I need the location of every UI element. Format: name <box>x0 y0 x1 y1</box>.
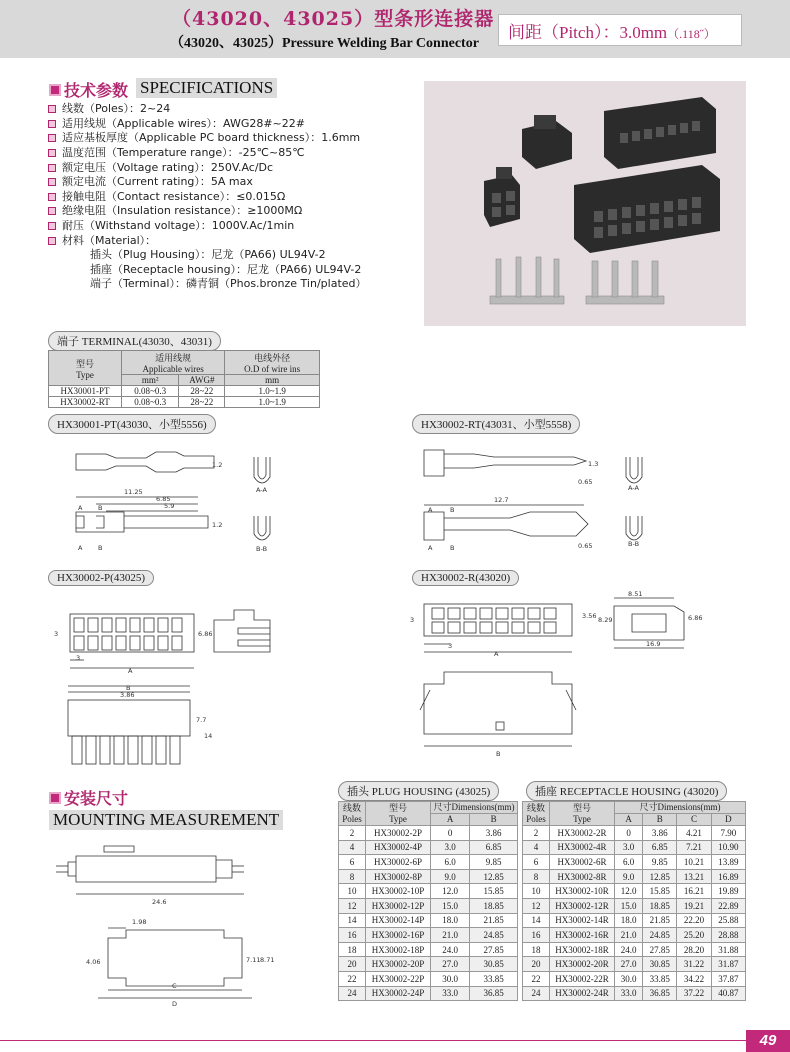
table-cell: 16 <box>523 928 550 943</box>
table-row <box>523 986 746 1001</box>
svg-text:0.65: 0.65 <box>578 478 593 486</box>
svg-text:7.7: 7.7 <box>196 716 207 724</box>
drawing-label-pt: HX30001-PT(43030、小型5556) <box>48 414 216 434</box>
table-row <box>339 913 518 928</box>
table-cell: 8 <box>523 869 550 884</box>
table-cell: HX30002-6P <box>366 855 431 870</box>
table-cell: 33.85 <box>643 971 677 986</box>
table-cell: 18.85 <box>643 898 677 913</box>
table-cell: 18.85 <box>470 898 518 913</box>
spec-item: 温度范围（Temperature range）：-25℃~85℃ <box>48 146 367 161</box>
svg-text:A: A <box>78 544 83 552</box>
receptacle-dimension-table <box>522 801 746 1001</box>
table-cell: 27.0 <box>431 957 470 972</box>
table-cell: 2 <box>523 826 550 841</box>
table-cell: 7.90 <box>711 826 745 841</box>
th-b: B <box>470 814 518 826</box>
spec-item: 额定电流（Current rating）：5A max <box>48 175 367 190</box>
svg-text:6.86: 6.86 <box>198 630 213 638</box>
table-cell: 15.85 <box>470 884 518 899</box>
plug-table-label: 插头 PLUG HOUSING (43025) <box>338 781 499 801</box>
svg-text:3.56: 3.56 <box>582 612 597 620</box>
svg-text:A-A: A-A <box>256 486 267 494</box>
mounting-drawing <box>48 838 288 1008</box>
svg-text:16.9: 16.9 <box>646 640 661 648</box>
table-row <box>523 928 746 943</box>
svg-text:3: 3 <box>54 630 59 638</box>
table-cell: 2 <box>339 826 366 841</box>
specs-heading-cn: 技术参数 <box>64 81 129 100</box>
svg-text:3: 3 <box>410 616 415 624</box>
section-marker-icon <box>49 792 61 804</box>
svg-text:C: C <box>172 982 177 990</box>
svg-text:0.65: 0.65 <box>578 542 593 550</box>
spec-item: 适应基板厚度（Applicable PC board thickness）：1.6mm <box>48 131 367 146</box>
table-row <box>339 986 518 1001</box>
table-row: HX30002-RT 0.08~0.3 28~22 1.0~1.9 <box>49 397 320 408</box>
svg-text:3.86: 3.86 <box>120 691 135 699</box>
svg-text:6.86: 6.86 <box>688 614 703 622</box>
svg-text:3: 3 <box>448 642 453 650</box>
table-cell: HX30002-14R <box>550 913 615 928</box>
bullet-icon <box>48 120 56 128</box>
spec-item: 绝缘电阻（Insulation resistance）：≥1000MΩ <box>48 204 367 219</box>
table-cell: 6 <box>339 855 366 870</box>
table-cell: 33.0 <box>431 986 470 1001</box>
table-cell: 6.0 <box>431 855 470 870</box>
th-poles: 线数 Poles <box>339 802 366 826</box>
svg-text:B: B <box>450 544 455 552</box>
table-cell: HX30002-6R <box>550 855 615 870</box>
table-cell: 12 <box>339 898 366 913</box>
svg-text:B-B: B-B <box>256 545 268 553</box>
th-dimensions: 尺寸Dimensions(mm) <box>431 802 518 814</box>
table-cell: 15.0 <box>431 898 470 913</box>
svg-text:B: B <box>98 504 103 512</box>
th-a: A <box>431 814 470 826</box>
table-cell: 13.89 <box>711 855 745 870</box>
table-cell: 3.86 <box>643 826 677 841</box>
table-cell: 0 <box>615 826 643 841</box>
svg-text:4.06: 4.06 <box>86 958 101 966</box>
th-dimensions: 尺寸Dimensions(mm) <box>615 802 746 814</box>
svg-text:A: A <box>78 504 83 512</box>
table-cell: 6.0 <box>615 855 643 870</box>
table-cell: HX30002-22R <box>550 971 615 986</box>
table-cell: HX30002-24R <box>550 986 615 1001</box>
table-cell: HX30002-2P <box>366 826 431 841</box>
mount-heading-cn: 安装尺寸 <box>64 789 129 808</box>
table-cell: 10.21 <box>677 855 711 870</box>
table-cell: 10.90 <box>711 840 745 855</box>
table-cell: 36.85 <box>470 986 518 1001</box>
spec-item: 接触电阻（Contact resistance）：≤0.015Ω <box>48 190 367 205</box>
bullet-icon <box>48 178 56 186</box>
table-cell: 6.85 <box>643 840 677 855</box>
table-cell: 21.85 <box>470 913 518 928</box>
table-row <box>339 957 518 972</box>
technical-drawings <box>0 430 790 775</box>
table-cell: 15.0 <box>615 898 643 913</box>
svg-text:24.6: 24.6 <box>152 898 167 906</box>
svg-text:A: A <box>428 544 433 552</box>
table-cell: 18 <box>339 942 366 957</box>
table-cell: HX30002-12R <box>550 898 615 913</box>
table-cell: HX30002-10R <box>550 884 615 899</box>
table-cell: 30.85 <box>470 957 518 972</box>
svg-text:14: 14 <box>204 732 213 740</box>
terminal-table <box>48 350 320 408</box>
table-cell: 24 <box>523 986 550 1001</box>
table-cell: 14 <box>339 913 366 928</box>
table-cell: 4 <box>339 840 366 855</box>
table-row <box>523 884 746 899</box>
table-cell: 10 <box>339 884 366 899</box>
table-cell: 12.0 <box>431 884 470 899</box>
table-cell: 30.85 <box>643 957 677 972</box>
svg-text:8.71: 8.71 <box>260 956 275 964</box>
th-b: B <box>643 814 677 826</box>
th-wire: 适用线规 Applicable wires <box>122 351 225 375</box>
table-cell: 12.0 <box>615 884 643 899</box>
svg-text:1.2: 1.2 <box>212 461 223 469</box>
th-od: 电线外径 O.D of wire ins <box>225 351 320 375</box>
svg-text:A-A: A-A <box>628 484 639 492</box>
svg-text:1.2: 1.2 <box>212 521 223 529</box>
svg-text:B-B: B-B <box>628 540 640 548</box>
table-cell: 28.20 <box>677 942 711 957</box>
table-cell: 22.20 <box>677 913 711 928</box>
table-cell: 12.85 <box>643 869 677 884</box>
table-cell: 18.0 <box>431 913 470 928</box>
table-row: HX30001-PT 0.08~0.3 28~22 1.0~1.9 <box>49 386 320 397</box>
table-cell: 30.0 <box>431 971 470 986</box>
svg-text:1.98: 1.98 <box>132 918 147 926</box>
th-d: D <box>711 814 745 826</box>
table-cell: 10 <box>523 884 550 899</box>
table-cell: HX30002-22P <box>366 971 431 986</box>
table-cell: HX30002-8R <box>550 869 615 884</box>
table-row <box>523 898 746 913</box>
table-cell: 37.87 <box>711 971 745 986</box>
table-row <box>523 869 746 884</box>
svg-text:6.85: 6.85 <box>156 495 171 503</box>
table-row <box>339 898 518 913</box>
product-photo <box>424 81 746 326</box>
page-title-en: （43020、43025）Pressure Welding Bar Connector <box>170 36 479 51</box>
bullet-icon <box>48 149 56 157</box>
table-cell: 19.21 <box>677 898 711 913</box>
table-row <box>523 826 746 841</box>
table-cell: 22 <box>523 971 550 986</box>
bullet-icon <box>48 237 56 245</box>
table-cell: 16.89 <box>711 869 745 884</box>
bullet-icon <box>48 193 56 201</box>
table-cell: 7.21 <box>677 840 711 855</box>
table-cell: 9.85 <box>643 855 677 870</box>
table-cell: 27.85 <box>470 942 518 957</box>
material-terminal: 端子（Terminal）：磷青铜（Phos.bronze Tin/plated） <box>90 277 367 291</box>
table-cell: 33.85 <box>470 971 518 986</box>
svg-text:8.51: 8.51 <box>628 590 643 598</box>
table-cell: HX30002-16P <box>366 928 431 943</box>
table-cell: 36.85 <box>643 986 677 1001</box>
table-cell: 20 <box>523 957 550 972</box>
table-cell: 27.0 <box>615 957 643 972</box>
table-row <box>523 957 746 972</box>
table-cell: 20 <box>339 957 366 972</box>
table-cell: HX30002-12P <box>366 898 431 913</box>
drawing-label-rt: HX30002-RT(43031、小型5558) <box>412 414 580 434</box>
th-awg: AWG# <box>179 375 225 386</box>
table-cell: 24.85 <box>470 928 518 943</box>
table-row <box>339 942 518 957</box>
bullet-icon <box>48 207 56 215</box>
svg-text:A: A <box>428 506 433 514</box>
table-cell: 24.0 <box>615 942 643 957</box>
table-cell: 9.0 <box>431 869 470 884</box>
table-cell: 40.87 <box>711 986 745 1001</box>
svg-text:12.7: 12.7 <box>494 496 509 504</box>
table-cell: 8 <box>339 869 366 884</box>
table-cell: HX30002-18R <box>550 942 615 957</box>
th-a: A <box>615 814 643 826</box>
table-cell: 19.89 <box>711 884 745 899</box>
th-mm: mm <box>225 375 320 386</box>
table-cell: HX30002-4P <box>366 840 431 855</box>
svg-text:8.29: 8.29 <box>598 616 613 624</box>
table-cell: 3.0 <box>431 840 470 855</box>
table-cell: 25.20 <box>677 928 711 943</box>
table-cell: 27.85 <box>643 942 677 957</box>
th-c: C <box>677 814 711 826</box>
spec-item: 额定电压（Voltage rating）：250V.Ac/Dc <box>48 160 367 175</box>
table-cell: 34.22 <box>677 971 711 986</box>
bullet-icon <box>48 164 56 172</box>
table-cell: 31.87 <box>711 957 745 972</box>
svg-text:B: B <box>450 506 455 514</box>
table-cell: 18.0 <box>615 913 643 928</box>
material-receptacle: 插座（Receptacle housing）：尼龙（PA66) UL94V-2 <box>90 262 362 276</box>
table-cell: HX30002-20P <box>366 957 431 972</box>
table-row <box>523 913 746 928</box>
table-cell: 13.21 <box>677 869 711 884</box>
table-cell: 31.22 <box>677 957 711 972</box>
mount-heading-en: MOUNTING MEASUREMENT <box>49 810 283 830</box>
footer-line <box>0 1040 746 1041</box>
svg-text:A: A <box>494 650 499 658</box>
pitch-text: 间距（Pitch）：3.0mm（.118˝） <box>508 23 716 42</box>
table-cell: 24.85 <box>643 928 677 943</box>
svg-text:D: D <box>172 1000 178 1008</box>
table-row <box>339 884 518 899</box>
table-cell: 3.0 <box>615 840 643 855</box>
table-cell: HX30002-4R <box>550 840 615 855</box>
product-photo-image <box>424 81 746 326</box>
table-cell: 12.85 <box>470 869 518 884</box>
table-cell: 16.21 <box>677 884 711 899</box>
table-cell: 22.89 <box>711 898 745 913</box>
table-cell: 6 <box>523 855 550 870</box>
table-cell: 30.0 <box>615 971 643 986</box>
spec-item: 耐压（Withstand voltage）：1000V.Ac/1min <box>48 219 367 234</box>
table-cell: 16 <box>339 928 366 943</box>
table-cell: 0 <box>431 826 470 841</box>
table-cell: 4.21 <box>677 826 711 841</box>
table-cell: HX30002-24P <box>366 986 431 1001</box>
spec-item: 材料（Material）： <box>48 233 367 248</box>
bullet-icon <box>48 222 56 230</box>
table-cell: HX30002-14P <box>366 913 431 928</box>
table-cell: HX30002-8P <box>366 869 431 884</box>
receptacle-table-label: 插座 RECEPTACLE HOUSING (43020) <box>526 781 727 801</box>
specs-heading-en: SPECIFICATIONS <box>136 78 277 98</box>
table-cell: 3.86 <box>470 826 518 841</box>
table-row <box>339 855 518 870</box>
table-cell: 18 <box>523 942 550 957</box>
table-cell: HX30002-2R <box>550 826 615 841</box>
table-cell: 14 <box>523 913 550 928</box>
table-cell: 31.88 <box>711 942 745 957</box>
table-cell: 9.85 <box>470 855 518 870</box>
table-cell: 28.88 <box>711 928 745 943</box>
table-cell: HX30002-20R <box>550 957 615 972</box>
drawing-label-p: HX30002-P(43025) <box>48 570 154 586</box>
table-cell: 33.0 <box>615 986 643 1001</box>
bullet-icon <box>48 134 56 142</box>
table-cell: 24.0 <box>431 942 470 957</box>
table-cell: 24 <box>339 986 366 1001</box>
table-cell: 6.85 <box>470 840 518 855</box>
svg-text:A: A <box>128 667 133 675</box>
table-row <box>339 928 518 943</box>
spec-list <box>48 102 367 292</box>
th-type: 型号 Type <box>366 802 431 826</box>
svg-text:B: B <box>98 544 103 552</box>
svg-text:1.3: 1.3 <box>588 460 599 468</box>
table-row <box>339 826 518 841</box>
table-cell: 12 <box>523 898 550 913</box>
svg-text:B: B <box>126 684 131 692</box>
th-poles: 线数 Poles <box>523 802 550 826</box>
table-cell: 21.85 <box>643 913 677 928</box>
section-marker-icon <box>49 84 61 96</box>
table-row <box>339 840 518 855</box>
table-row <box>339 971 518 986</box>
table-cell: HX30002-10P <box>366 884 431 899</box>
table-cell: 22 <box>339 971 366 986</box>
th-model: 型号 Type <box>49 351 122 386</box>
plug-dimension-table <box>338 801 518 1001</box>
table-cell: 15.85 <box>643 884 677 899</box>
table-row <box>339 869 518 884</box>
svg-text:7.11: 7.11 <box>246 956 261 964</box>
table-cell: 25.88 <box>711 913 745 928</box>
page-number: 49 <box>746 1030 790 1052</box>
spec-item: 适用线规（Applicable wires）：AWG28#~22# <box>48 117 367 132</box>
material-plug: 插头（Plug Housing）：尼龙（PA66) UL94V-2 <box>90 247 326 261</box>
table-cell: 21.0 <box>615 928 643 943</box>
spec-item: 线数（Poles）：2~24 <box>48 102 367 117</box>
table-row <box>523 971 746 986</box>
terminal-label: 端子 TERMINAL(43030、43031) <box>48 331 221 351</box>
svg-text:5.9: 5.9 <box>164 502 175 510</box>
table-cell: HX30002-18P <box>366 942 431 957</box>
table-row <box>523 942 746 957</box>
table-cell: 37.22 <box>677 986 711 1001</box>
th-type: 型号 Type <box>550 802 615 826</box>
bullet-icon <box>48 105 56 113</box>
th-mm2: mm² <box>122 375 179 386</box>
drawing-label-r: HX30002-R(43020) <box>412 570 519 586</box>
table-row <box>523 840 746 855</box>
table-cell: HX30002-16R <box>550 928 615 943</box>
page-title-cn: （43020、43025）型条形连接器 <box>172 8 495 30</box>
table-cell: 4 <box>523 840 550 855</box>
svg-text:B: B <box>496 750 501 758</box>
table-row <box>523 855 746 870</box>
svg-text:11.25: 11.25 <box>124 488 143 496</box>
table-cell: 21.0 <box>431 928 470 943</box>
table-cell: 9.0 <box>615 869 643 884</box>
svg-text:3: 3 <box>76 654 81 662</box>
